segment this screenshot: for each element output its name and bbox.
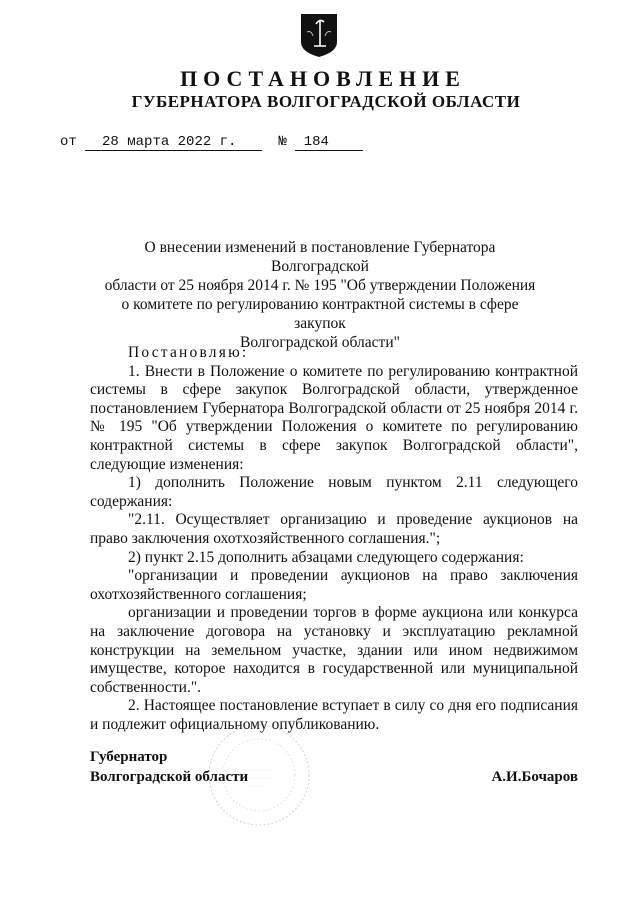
paragraph: "2.11. Осуществляет организацию и проведение аукционов на право заключения охотхозяйственного соглашения.";	[90, 511, 578, 547]
signatory-title	[90, 747, 248, 787]
document-subject	[100, 238, 540, 352]
signatory-name: А.И.Бочаров	[491, 769, 578, 785]
document-number: 184	[295, 134, 362, 151]
from-label: от	[60, 134, 77, 150]
preamble: Постановляю:	[128, 344, 249, 361]
paragraph: "организации и проведении аукционов на право заключения охотхозяйственного соглашения;	[90, 567, 578, 603]
signatory-title-line: Волгоградской области	[90, 769, 249, 785]
subject-line: Волгоградской области"	[240, 334, 400, 351]
coat-of-arms-icon	[299, 12, 339, 58]
signatory-title-line: Губернатор	[90, 749, 168, 765]
document-title: ПОСТАНОВЛЕНИЕ	[180, 66, 466, 91]
subject-line: о комитете по регулированию контрактной системы в сфере закупок	[121, 296, 519, 332]
document-subtitle: ГУБЕРНАТОРА ВОЛГОГРАДСКОЙ ОБЛАСТИ	[131, 92, 521, 111]
paragraph: 1. Внести в Положение о комитете по регулированию контрактной системы в сфере закупок Волгоградской области, утвержденное постановлением Губернатора Волгоградской области от 25 ноября 2014 г. № 195 "Об утверждении Положения о комитете по регулированию контрактной системы в сфере закупок Волгоградской области", следующие изменения:	[90, 362, 578, 473]
number-label: №	[278, 134, 287, 150]
paragraph: 1) дополнить Положение новым пунктом 2.11 следующего содержания:	[90, 474, 578, 510]
subject-line: области от 25 ноября 2014 г. № 195 "Об утверждении Положения	[104, 277, 536, 294]
paragraph: 2) пункт 2.15 дополнить абзацами следующего содержания:	[128, 548, 524, 566]
subject-line: О внесении изменений в постановление Губернатора Волгоградской	[144, 239, 496, 275]
paragraph: организации и проведении торгов в форме аукциона или конкурса на заключение договора на установку и эксплуатацию рекламной конструкции на земельном участке, здании или ином недвижимом имуществе, которое находится в государственной или муниципальной собственности.".	[90, 604, 578, 696]
document-date: 28 марта 2022 г.	[85, 134, 261, 151]
document-date-line	[60, 134, 363, 151]
paragraph: 2. Настоящее постановление вступает в силу со дня его подписания и подлежит официальному опубликованию.	[90, 697, 578, 733]
document-body	[90, 344, 578, 734]
